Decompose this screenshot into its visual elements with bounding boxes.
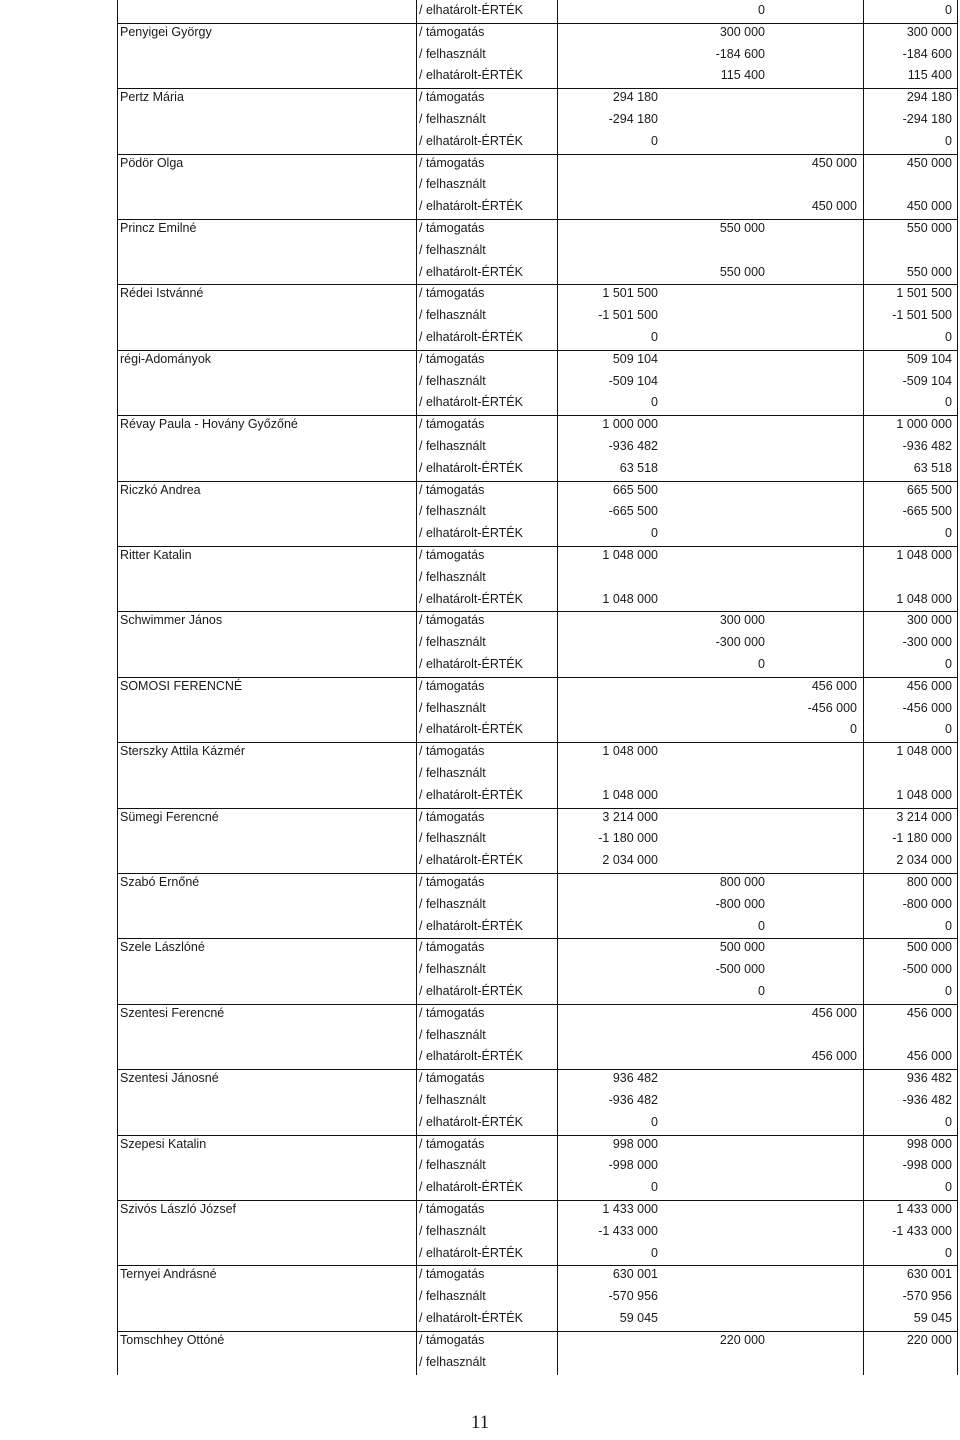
total-amount: 550 000	[906, 221, 952, 235]
total-amount: 998 000	[906, 1136, 952, 1151]
amount-c2: -184 600	[715, 46, 765, 61]
amount-c1: -665 500	[608, 504, 658, 519]
entry-type-label: / támogatás	[419, 24, 485, 39]
total-amount: 0	[945, 722, 952, 737]
total-amount: -1 501 500	[892, 308, 952, 323]
total-amount: 500 000	[906, 940, 952, 955]
amount-c1: 0	[651, 395, 658, 410]
total-amount: 936 482	[906, 1071, 952, 1086]
entry-type-label: / támogatás	[419, 286, 485, 301]
entry-type-label: / elhatárolt-ÉRTÉK	[419, 460, 523, 475]
total-amount: 1 048 000	[896, 548, 952, 562]
entry-type-label: / felhasznált	[419, 635, 486, 650]
total-amount: 1 048 000	[896, 744, 952, 759]
entry-type-label: / felhasznált	[419, 1289, 486, 1304]
total-amount: 1 048 000	[896, 591, 952, 606]
total-amount: -294 180	[902, 112, 952, 126]
entry-type-label: / támogatás	[419, 548, 485, 562]
amount-c1: 1 000 000	[602, 417, 658, 432]
entry-type-label: / felhasznált	[419, 1223, 486, 1238]
amount-c1: 1 048 000	[602, 744, 658, 759]
entry-type-label: / támogatás	[419, 809, 485, 824]
page-number: 11	[470, 1412, 490, 1433]
amount-c1: 2 034 000	[602, 853, 658, 868]
total-amount: -184 600	[902, 46, 952, 61]
entry-type-label: / elhatárolt-ÉRTÉK	[419, 1049, 523, 1064]
entry-type-label: / felhasznált	[419, 1354, 486, 1369]
entry-type-label: / támogatás	[419, 940, 485, 955]
entry-type-label: / támogatás	[419, 221, 485, 235]
total-amount: 456 000	[906, 1005, 952, 1020]
amount-c1: -936 482	[608, 1093, 658, 1107]
entry-type-label: / támogatás	[419, 482, 485, 497]
total-amount: -998 000	[902, 1158, 952, 1173]
total-amount: 2 034 000	[896, 853, 952, 868]
total-amount: 0	[945, 1114, 952, 1129]
account-name: Sterszky Attila Kázmér	[120, 744, 246, 759]
total-amount: 0	[945, 395, 952, 410]
amount-c1: -1 433 000	[598, 1223, 658, 1238]
amount-c1: 294 180	[612, 90, 658, 105]
amount-c1: 0	[651, 1180, 658, 1195]
total-amount: 509 104	[906, 351, 952, 366]
total-amount: 0	[945, 657, 952, 671]
amount-c2: -300 000	[715, 635, 765, 650]
amount-c1: 0	[651, 526, 658, 541]
table-right-border	[957, 0, 958, 1375]
amount-c2: 0	[758, 918, 765, 933]
amount-c2: 500 000	[719, 940, 765, 955]
entry-type-label: / felhasznált	[419, 962, 486, 977]
amount-c2: 0	[758, 657, 765, 671]
total-amount: 300 000	[906, 24, 952, 39]
total-amount: -500 000	[902, 962, 952, 977]
amount-c1: 63 518	[619, 460, 658, 475]
entry-type-label: / elhatárolt-ÉRTÉK	[419, 133, 523, 148]
entry-type-label: / elhatárolt-ÉRTÉK	[419, 657, 523, 671]
entry-type-label: / támogatás	[419, 678, 485, 693]
total-amount: 0	[945, 133, 952, 148]
account-name: Pödör Olga	[120, 155, 184, 170]
account-name: Tomschhey Ottóné	[120, 1332, 225, 1347]
total-amount: -509 104	[902, 373, 952, 388]
amount-c1: 1 048 000	[602, 591, 658, 606]
amount-c1: -509 104	[608, 373, 658, 388]
entry-type-label: / elhatárolt-ÉRTÉK	[419, 330, 523, 344]
entry-type-label: / elhatárolt-ÉRTÉK	[419, 68, 523, 83]
entry-type-label: / felhasznált	[419, 46, 486, 61]
entry-type-label: / támogatás	[419, 1267, 485, 1282]
total-amount: -1 180 000	[892, 831, 952, 846]
entry-type-label: / felhasznált	[419, 700, 486, 715]
account-name: Schwimmer János	[120, 613, 223, 628]
account-name: Szabó Ernőné	[120, 875, 200, 889]
amount-c1: 3 214 000	[602, 809, 658, 824]
amount-c2: 0	[758, 984, 765, 998]
amount-c3: 456 000	[811, 678, 857, 693]
account-name: Szentesi Jánosné	[120, 1071, 219, 1086]
entry-type-label: / felhasznált	[419, 1093, 486, 1107]
amount-c2: 115 400	[720, 68, 765, 83]
total-amount: -456 000	[902, 700, 952, 715]
amount-c1: -1 501 500	[598, 308, 658, 323]
entry-type-label: / elhatárolt-ÉRTÉK	[419, 787, 523, 802]
amount-c1: 1 048 000	[602, 548, 658, 562]
amount-c1: 0	[651, 1245, 658, 1260]
entry-type-label: / felhasznált	[419, 504, 486, 519]
amount-c2: 0	[758, 3, 765, 17]
total-amount: 0	[945, 330, 952, 344]
entry-type-label: / felhasznált	[419, 896, 486, 911]
entry-type-label: / elhatárolt-ÉRTÉK	[419, 853, 523, 868]
account-name: Szepesi Katalin	[120, 1136, 207, 1151]
entry-type-label: / támogatás	[419, 90, 485, 105]
amount-c2: -500 000	[715, 962, 765, 977]
account-name: Ritter Katalin	[120, 548, 192, 562]
total-amount: 456 000	[906, 678, 952, 693]
entry-type-label: / elhatárolt-ÉRTÉK	[419, 395, 523, 410]
entry-type-label: / támogatás	[419, 875, 485, 889]
amount-c2: 550 000	[719, 221, 765, 235]
total-amount: 3 214 000	[896, 809, 952, 824]
entry-type-label: / felhasznált	[419, 112, 486, 126]
total-amount: 300 000	[906, 613, 952, 628]
amount-c1: 0	[651, 1114, 658, 1129]
amount-c1: 630 001	[612, 1267, 658, 1282]
entry-type-label: / felhasznált	[419, 242, 486, 257]
total-amount: 1 000 000	[896, 417, 952, 432]
amount-c1: 1 501 500	[602, 286, 658, 301]
account-name: Riczkó Andrea	[120, 482, 201, 497]
account-name: Szele Lászlóné	[120, 940, 205, 955]
total-amount: 0	[945, 918, 952, 933]
amount-c2: 220 000	[719, 1332, 765, 1347]
entry-type-label: / felhasznált	[419, 177, 486, 192]
account-name: Szentesi Ferencné	[120, 1005, 225, 1020]
amount-c3: 456 000	[811, 1049, 857, 1064]
entry-type-label: / elhatárolt-ÉRTÉK	[419, 918, 523, 933]
amount-c3: -456 000	[807, 700, 857, 715]
entry-type-label: / elhatárolt-ÉRTÉK	[419, 264, 523, 279]
total-amount: 1 048 000	[896, 787, 952, 802]
amount-c2: -800 000	[715, 896, 765, 911]
amount-c1: 1 048 000	[602, 787, 658, 802]
entry-type-label: / elhatárolt-ÉRTÉK	[419, 1114, 523, 1129]
entry-type-label: / támogatás	[419, 351, 485, 366]
entry-type-label: / elhatárolt-ÉRTÉK	[419, 1311, 523, 1325]
entry-type-label: / támogatás	[419, 1332, 485, 1347]
amount-c1: -570 956	[608, 1289, 658, 1304]
amount-c1: 1 433 000	[602, 1202, 658, 1216]
total-amount: 0	[945, 3, 952, 17]
amount-c1: 665 500	[612, 482, 658, 497]
entry-type-label: / felhasznált	[419, 1158, 486, 1173]
total-amount: -665 500	[902, 504, 952, 519]
entry-type-label: / elhatárolt-ÉRTÉK	[419, 591, 523, 606]
entry-type-label: / elhatárolt-ÉRTÉK	[419, 199, 523, 214]
entry-type-label: / támogatás	[419, 155, 485, 170]
total-amount: 550 000	[906, 264, 952, 279]
entry-type-label: / felhasznált	[419, 308, 486, 323]
amount-c1: -1 180 000	[598, 831, 658, 846]
account-name: Princz Emilné	[120, 221, 197, 235]
total-amount: 0	[945, 984, 952, 998]
total-amount: 1 501 500	[896, 286, 952, 301]
entry-type-label: / felhasznált	[419, 373, 486, 388]
entry-type-label: / elhatárolt-ÉRTÉK	[419, 1180, 523, 1195]
entry-type-label: / elhatárolt-ÉRTÉK	[419, 1245, 523, 1260]
amount-c3: 0	[850, 722, 857, 737]
account-name: Pertz Mária	[120, 90, 184, 105]
amount-c3: 450 000	[811, 155, 857, 170]
entry-type-label: / felhasznált	[419, 831, 486, 846]
amount-c2: 300 000	[719, 613, 765, 628]
account-name: SOMOSI FERENCNÉ	[120, 678, 243, 693]
entry-type-label: / felhasznált	[419, 569, 486, 584]
total-amount: 456 000	[906, 1049, 952, 1064]
total-amount: 0	[945, 1245, 952, 1260]
amount-c2: 800 000	[719, 875, 765, 889]
account-name: Sümegi Ferencné	[120, 809, 219, 824]
total-amount: 0	[945, 526, 952, 541]
total-amount: -936 482	[902, 1093, 952, 1107]
total-amount: -800 000	[902, 896, 952, 911]
account-name: Rédei Istvánné	[120, 286, 204, 301]
total-amount: 450 000	[906, 155, 952, 170]
total-amount: -570 956	[902, 1289, 952, 1304]
account-name: Penyigei György	[120, 24, 212, 39]
total-amount: 0	[945, 1180, 952, 1195]
account-name: Szivós László József	[120, 1202, 237, 1216]
total-amount: 115 400	[907, 68, 952, 83]
total-amount: -1 433 000	[892, 1223, 952, 1238]
total-amount: 630 001	[906, 1267, 952, 1282]
total-amount: 800 000	[906, 875, 952, 889]
account-name: régi-Adományok	[120, 351, 212, 366]
amount-c3: 450 000	[811, 199, 857, 214]
amount-c1: -936 482	[608, 439, 658, 453]
column-divider-name	[416, 0, 417, 1375]
amount-c2: 300 000	[719, 24, 765, 39]
amount-c1: -998 000	[608, 1158, 658, 1173]
table-left-border	[117, 0, 118, 1375]
entry-type-label: / felhasznált	[419, 766, 486, 780]
total-amount: -936 482	[902, 439, 952, 453]
entry-type-label: / támogatás	[419, 1202, 485, 1216]
entry-type-label: / támogatás	[419, 417, 485, 432]
total-amount: 665 500	[906, 482, 952, 497]
entry-type-label: / elhatárolt-ÉRTÉK	[419, 722, 523, 737]
total-amount: -300 000	[902, 635, 952, 650]
amount-c2: 550 000	[719, 264, 765, 279]
amount-c1: 0	[651, 133, 658, 148]
entry-type-label: / elhatárolt-ÉRTÉK	[419, 3, 523, 17]
entry-type-label: / elhatárolt-ÉRTÉK	[419, 526, 523, 541]
amount-c1: 0	[651, 330, 658, 344]
entry-type-label: / támogatás	[419, 1005, 485, 1020]
total-amount: 220 000	[906, 1332, 952, 1347]
entry-type-label: / támogatás	[419, 1071, 485, 1086]
amount-c1: 936 482	[612, 1071, 658, 1086]
amount-c1: 59 045	[619, 1311, 658, 1325]
amount-c1: -294 180	[608, 112, 658, 126]
entry-type-label: / támogatás	[419, 1136, 485, 1151]
total-amount: 59 045	[913, 1311, 952, 1325]
total-amount: 63 518	[913, 460, 952, 475]
entry-type-label: / támogatás	[419, 613, 485, 628]
account-name: Révay Paula - Hovány Győzőné	[120, 417, 298, 432]
entry-type-label: / elhatárolt-ÉRTÉK	[419, 984, 523, 998]
total-amount: 450 000	[906, 199, 952, 214]
account-name: Ternyei Andrásné	[120, 1267, 217, 1282]
amount-c3: 456 000	[811, 1005, 857, 1020]
entry-type-label: / felhasznált	[419, 1027, 486, 1042]
total-amount: 294 180	[906, 90, 952, 105]
entry-type-label: / támogatás	[419, 744, 485, 759]
amount-c1: 998 000	[612, 1136, 658, 1151]
amount-c1: 509 104	[612, 351, 658, 366]
entry-type-label: / felhasznált	[419, 439, 486, 453]
total-amount: 1 433 000	[896, 1202, 952, 1216]
